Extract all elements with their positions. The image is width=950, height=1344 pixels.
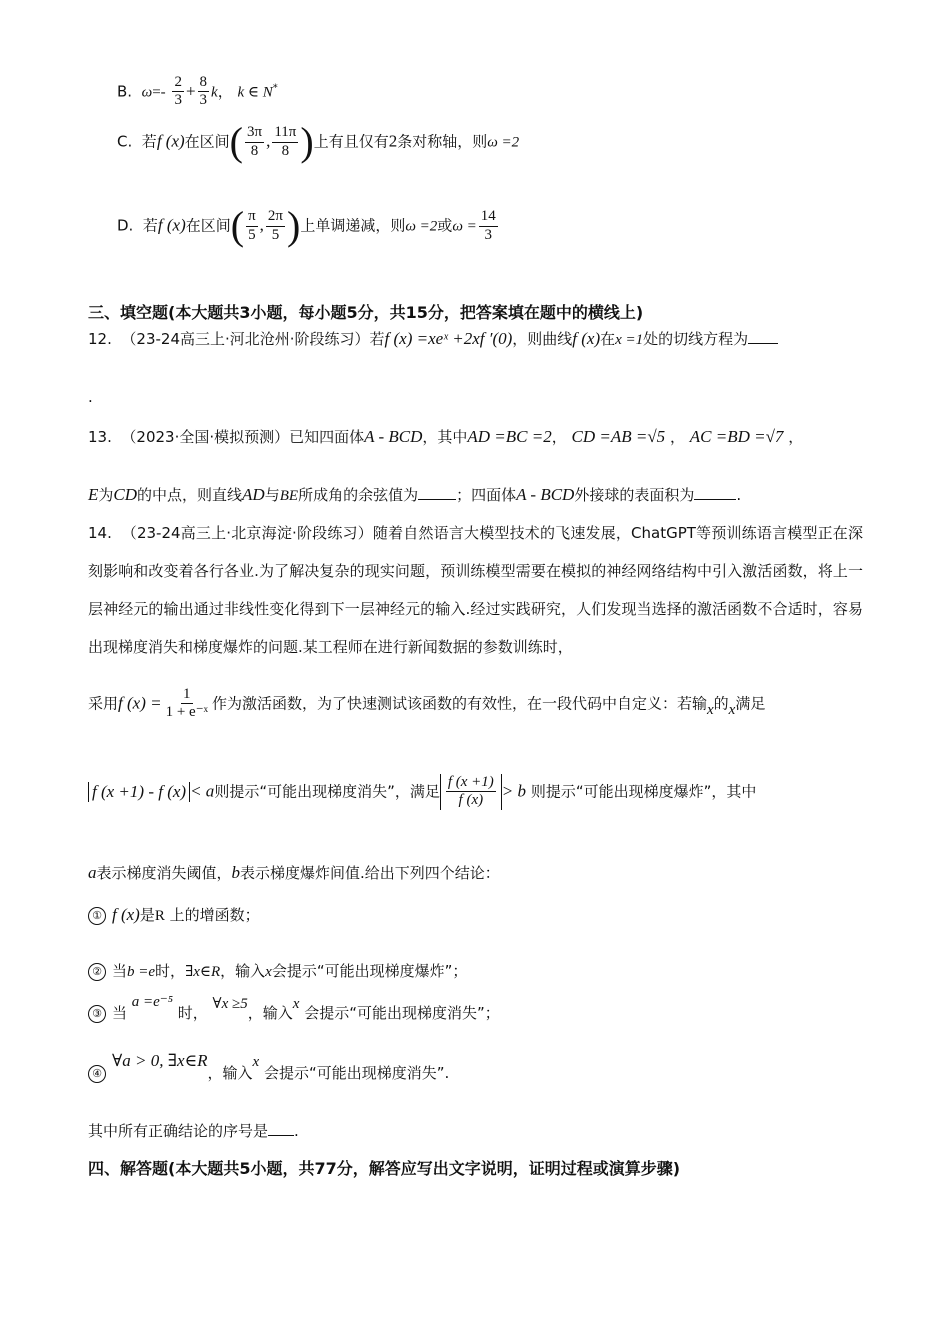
answer-blank xyxy=(694,499,736,500)
option-d: D. 若f (x)在区间( $\frac{\pi}{5}$ , $\frac{2\pi}{5}$ )上单调递减，则ω =2或ω = $\frac{14}{3}$ xyxy=(117,203,496,248)
statement-3: ③ 当 a =e⁻⁵ 时， ∀x ≥5，输入x 会提示“可能出现梯度消失”； xyxy=(88,1002,500,1023)
question-14-intro: 14. （23-24高三上·北京海淀·阶段练习）随着自然语言大模型技术的飞速发展，ChatGPT等预训练语言模型正在深刻影响和改变着各行各业.为了解决复杂的现实问题，预训练模型需要在模拟的神经网络结构中引入激活函数，将上一层神经元的输出通过非线性变化得到下一层神经元的输入.经过实践研究，人们发现当选择的激活函数不合适时，容易出现梯度消失和梯度爆炸的问题.某工程师在进行新闻数据的参数训练时， xyxy=(88,524,863,656)
absolute-value-expression: f (x +1) - f (x) xyxy=(88,782,190,802)
statement-2: ② 当b =e时，∃x∈R，输入x会提示“可能出现梯度爆炸”； xyxy=(88,960,467,981)
answer-blank xyxy=(268,1135,294,1136)
statement-1: ① f (x)是R 上的增函数； xyxy=(88,904,260,925)
fraction: $\frac{8}{3}$ xyxy=(199,74,208,109)
absolute-value-fraction: $\frac{f (x +1)}{f (x)}$ xyxy=(440,774,502,810)
statement-4: ④∀a > 0, ∃x∈R，输入x 会提示“可能出现梯度消失”. xyxy=(88,1062,449,1083)
answer-blank xyxy=(748,343,778,344)
option-c: C. 若f (x)在区间( $\frac{3\pi}{8}$ , $\frac{11\pi}{8}$ )上有且仅有2条对称轴，则ω =2 xyxy=(117,119,520,164)
option-label: D. xyxy=(117,216,134,235)
question-13: 13. （2023·全国·模拟预测）已知四面体A - BCD，其中AD =BC =2， CD =AB =√5 ， AC =BD =√7 ， xyxy=(88,427,804,446)
section-4-heading: 四、解答题(本大题共5小题，共77分，解答应写出文字说明，证明过程或演算步骤) xyxy=(88,1159,681,1178)
option-label: B. xyxy=(117,82,133,101)
section-3-heading: 三、填空题(本大题共3小题，每小题5分，共15分，把答案填在题中的横线上) xyxy=(88,303,644,322)
question-14-conditions: f (x +1) - f (x) < a则提示“可能出现梯度消失”，满足 $\frac{f (x +1)}{f (x)}$ > b 则提示“可能出现梯度爆炸”，其中 xyxy=(88,774,756,810)
question-12: 12. （23-24高三上·河北沧州·阶段练习）若f (x) =xeˣ +2xf ′(0)，则曲线f (x)在x =1处的切线方程为 xyxy=(88,328,778,349)
option-b: B. ω=- $\frac{2}{3}$ + $\frac{8}{3}$ k， k ∈ N* xyxy=(117,74,278,109)
question-14-activation: 采用f (x) = $\frac{1}{\text{1 + e⁻ˣ}}$ 作为激活函数，为了快速测试该函数的有效性，在一段代码中自定义：若输x的x满足 xyxy=(88,686,766,721)
fraction: $\frac{2}{3}$ xyxy=(174,74,182,109)
question-14-ending: 其中所有正确结论的序号是 . xyxy=(88,1122,299,1140)
question-14-thresholds: a表示梯度消失阈值，b表示梯度爆炸间值.给出下列四个结论： xyxy=(88,863,500,882)
answer-blank xyxy=(418,499,456,500)
question-13-line2: E为CD的中点，则直线AD与BE所成角的余弦值为 ；四面体A - BCD外接球的表面积为 . xyxy=(88,485,742,504)
question-12-dot: . xyxy=(88,388,93,406)
option-label: C. xyxy=(117,132,133,151)
